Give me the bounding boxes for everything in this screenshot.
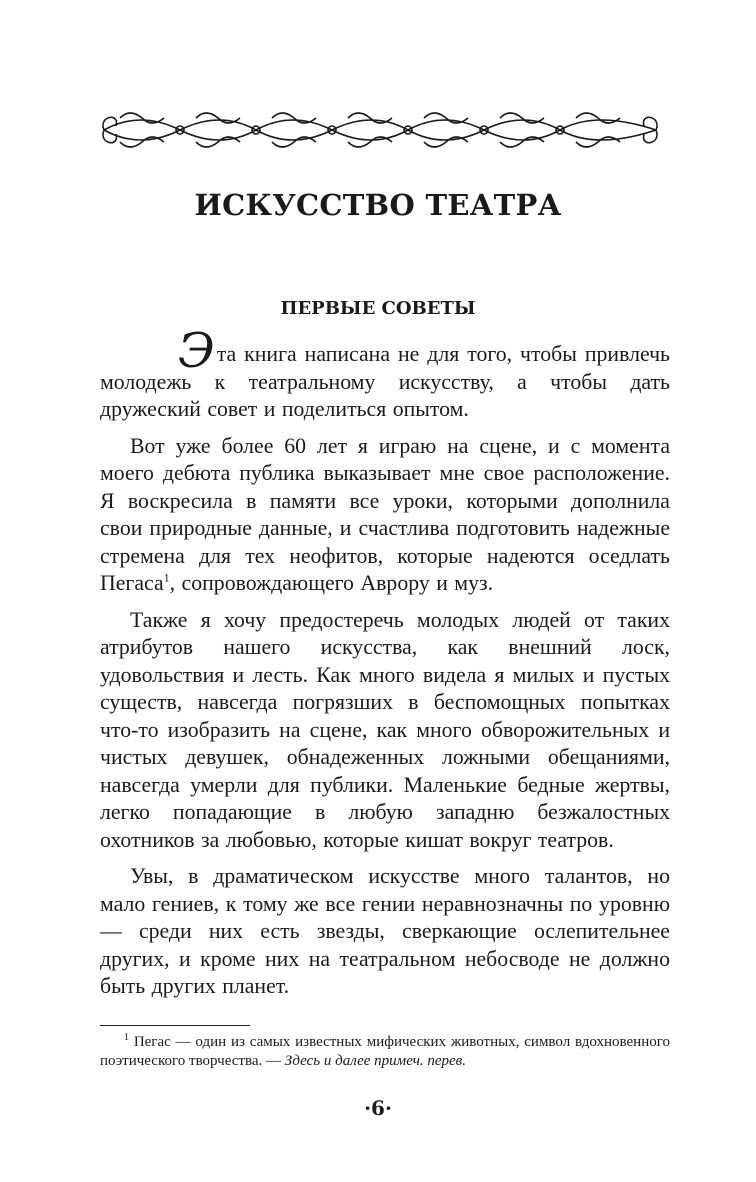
footnote-text: Пегас — один из самых известных мифических животных, символ вдохновенного поэтического творчества. — [100,1034,670,1069]
drop-cap: Э [178,323,215,379]
paragraph-2-text-b: , сопровождающего Аврору и муз. [169,571,494,595]
paragraph-2-text-a: Вот уже более 60 лет я играю на сцене, и с момента моего дебюта публика выказывает мне свое расположение. Я воскресила в памяти все уроки, которыми дополнила свои природные данные, и счастлива подготовить надежные стремена для тех неофитов, которые надеются оседлать Пегаса [100,433,670,595]
footnote [100,1033,670,1070]
paragraph-1-text: та книга написана не для того, чтобы привлечь молодежь к театральному искусству, а чтобы дать дружеский совет и поделиться опытом. [100,342,670,421]
decorative-ornament [100,100,660,160]
footnote-italic: Здесь и далее примеч. перев. [284,1052,466,1069]
footnote-reference[interactable]: 1 [163,570,170,585]
page-number: ·6· [364,1096,392,1120]
body-text [100,323,670,1010]
footnote-mark: 1 [124,1032,129,1043]
section-title: ПЕРВЫЕ СОВЕТЫ [280,298,476,319]
chapter-title: ИСКУССТВО ТЕАТРА [194,188,562,222]
paragraph-2 [100,433,670,598]
footnote-divider [100,1025,250,1026]
paragraph-1 [100,323,670,424]
paragraph-3: Также я хочу предостеречь молодых людей от таких атрибутов нашего искусства, как внешний лоск, удовольствия и лесть. Как много видела я милых и пустых существ, навсегда погрязших в беспомощных попытках что-то изобразить на сцене, как много обворожительных и чистых девушек, обнадеженных ложными обещаниями, навсегда умерли для публики. Маленькие бедные жертвы, легко попадающие в любую западню безжалостных охотников за любовью, которые кишат вокруг театров. [100,607,670,852]
paragraph-4: Увы, в драматическом искусстве много талантов, но мало гениев, к тому же все гении неравнозначны по уровню — среди них есть звезды, сверкающие ослепительнее других, и кроме них на театральном небосводе не должно быть других планет. [100,864,670,998]
